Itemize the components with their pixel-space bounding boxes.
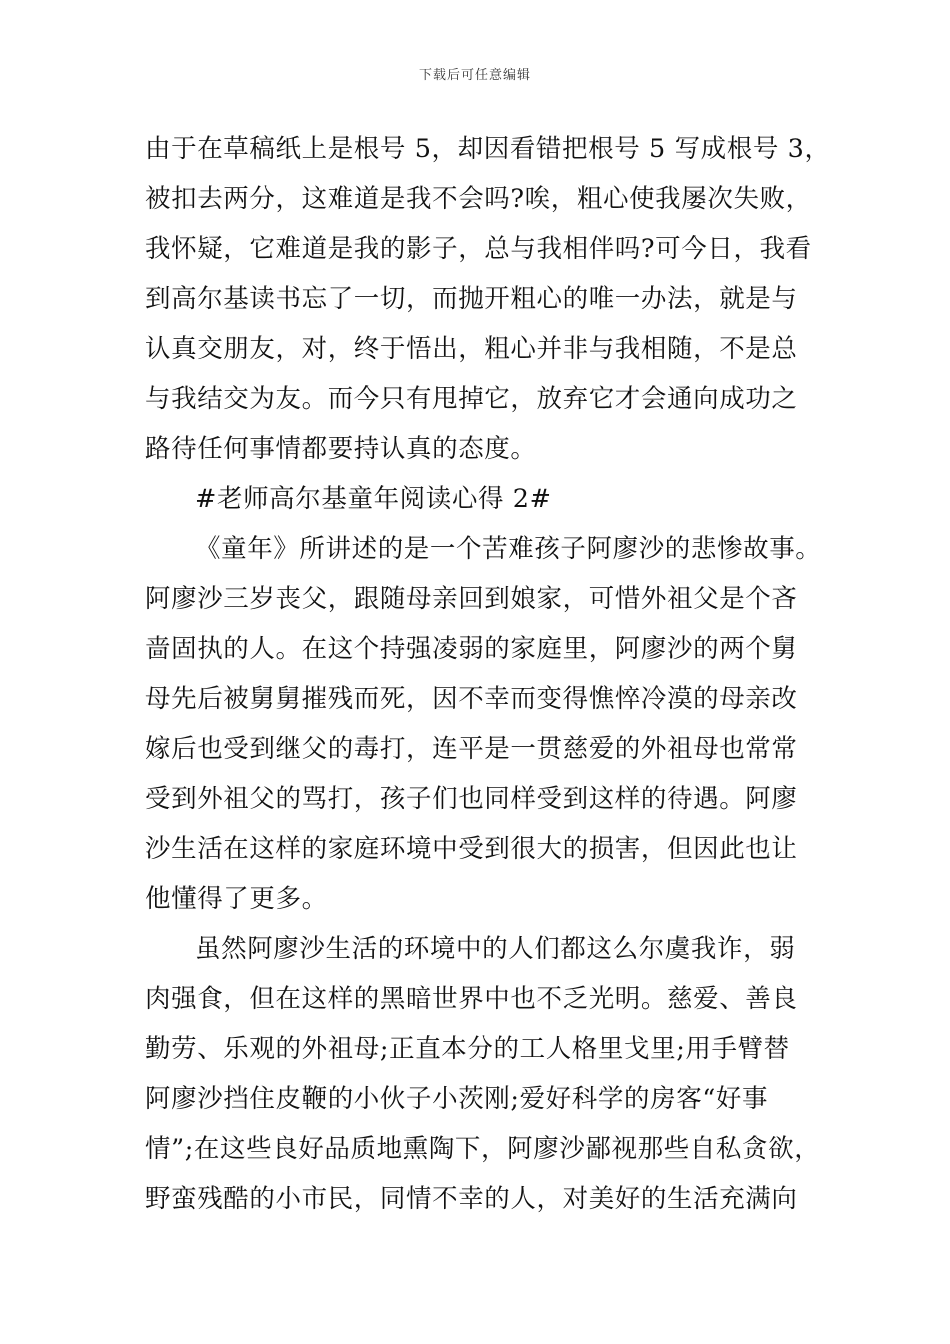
text-line: 阿廖沙三岁丧父，跟随母亲回到娘家，可惜外祖父是个吝 — [145, 584, 798, 614]
text-line: 我怀疑，它难道是我的影子，总与我相伴吗?可今日，我看 — [145, 234, 812, 264]
text-line: 母先后被舅舅摧残而死，因不幸而变得憔悴冷漠的母亲改 — [145, 684, 798, 714]
text-line: 沙生活在这样的家庭环境中受到很大的损害，但因此也让 — [145, 834, 798, 864]
text-line: 野蛮残酷的小市民，同情不幸的人，对美好的生活充满向 — [145, 1184, 798, 1214]
text-line: 受到外祖父的骂打，孩子们也同样受到这样的待遇。阿廖 — [145, 784, 798, 814]
text-line: 到高尔基读书忘了一切，而抛开粗心的唯一办法，就是与 — [145, 284, 798, 314]
text-line: 他懂得了更多。 — [145, 884, 328, 914]
text-line: 虽然阿廖沙生活的环境中的人们都这么尔虞我诈，弱 — [195, 934, 796, 964]
section-heading: #老师高尔基童年阅读心得 2# — [195, 484, 552, 514]
text-line: 认真交朋友，对，终于悟出，粗心并非与我相随，不是总 — [145, 334, 798, 364]
text-line: 啬固执的人。在这个持强凌弱的家庭里，阿廖沙的两个舅 — [145, 634, 798, 664]
text-line: 肉强食，但在这样的黑暗世界中也不乏光明。慈爱、善良 — [145, 984, 798, 1014]
text-line: 勤劳、乐观的外祖母;正直本分的工人格里戈里;用手臂替 — [145, 1034, 790, 1064]
text-line: 由于在草稿纸上是根号 5，却因看错把根号 5 写成根号 3， — [145, 134, 831, 164]
text-line: 情”;在这些良好品质地熏陶下，阿廖沙鄙视那些自私贪欲， — [145, 1134, 821, 1164]
text-line: 路待任何事情都要持认真的态度。 — [145, 434, 537, 464]
text-line: 被扣去两分，这难道是我不会吗?唉，粗心使我屡次失败， — [145, 184, 812, 214]
text-line: 与我结交为友。而今只有甩掉它，放弃它才会通向成功之 — [145, 384, 798, 414]
page-header: 下载后可任意编辑 — [418, 68, 531, 83]
text-line: 嫁后也受到继父的毒打，连平是一贯慈爱的外祖母也常常 — [145, 734, 798, 764]
text-line: 《童年》所讲述的是一个苦难孩子阿廖沙的悲惨故事。 — [195, 534, 822, 564]
text-line: 阿廖沙挡住皮鞭的小伙子小茨刚;爱好科学的房客“好事 — [145, 1084, 769, 1114]
